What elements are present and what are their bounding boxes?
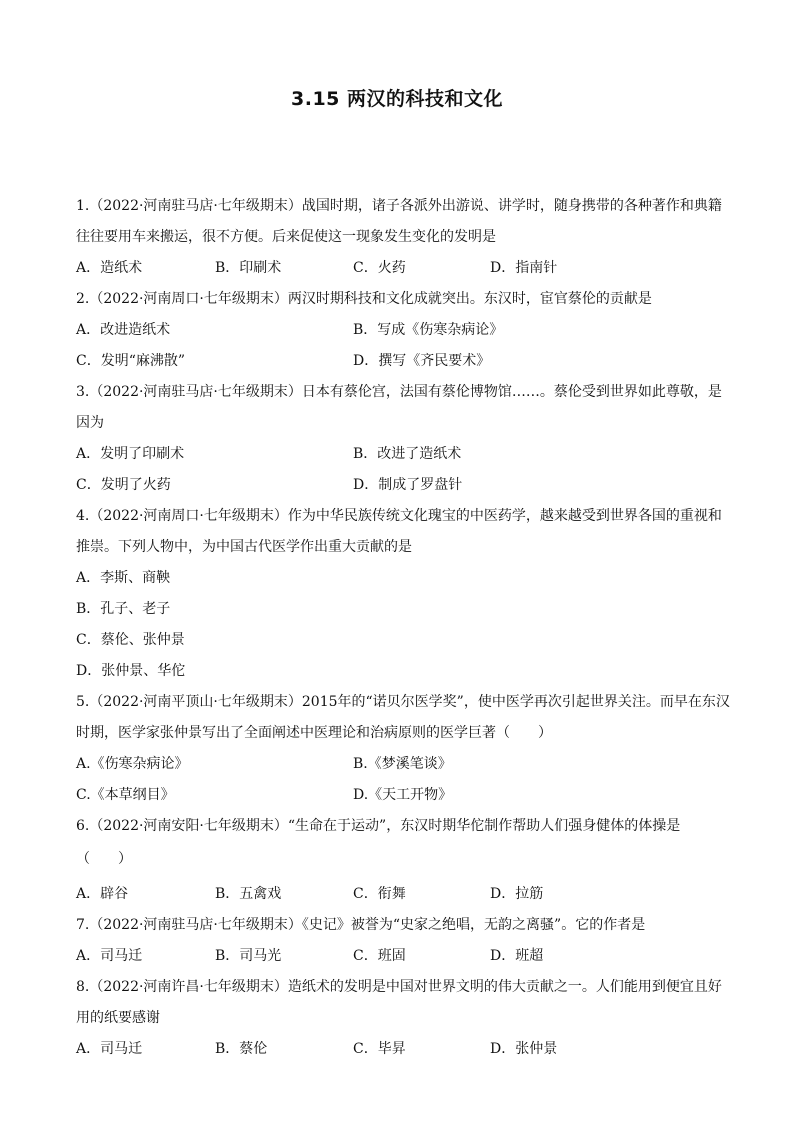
option-a: A．司马迁 bbox=[76, 948, 143, 964]
question-text: 因为 bbox=[76, 415, 104, 431]
question-text: 推崇。下列人物中，为中国古代医学作出重大贡献的是 bbox=[76, 539, 412, 555]
question-text: 4.（2022·河南周口·七年级期末）作为中华民族传统文化瑰宝的中医药学，越来越受到世界各国的重视和 bbox=[76, 508, 722, 524]
option-c: C．发明“麻沸散” bbox=[76, 353, 186, 369]
option-b: B．蔡伦 bbox=[215, 1041, 268, 1057]
option-b: B．印刷术 bbox=[215, 260, 282, 276]
option-a: A．发明了印刷术 bbox=[76, 446, 185, 462]
option-d: D．撰写《齐民要术》 bbox=[353, 353, 491, 369]
question-text: 7.（2022·河南驻马店·七年级期末）《史记》被誉为“史家之绝唱，无韵之离骚”。它的作者是 bbox=[76, 917, 646, 933]
option-b: B．五禽戏 bbox=[215, 886, 282, 902]
question-text: 时期，医学家张仲景写出了全面阐述中医理论和治病原则的医学巨著（ ） bbox=[76, 725, 552, 741]
option-a: A.《伤寒杂病论》 bbox=[76, 756, 189, 772]
option-d: D．指南针 bbox=[490, 260, 558, 276]
question-text: 往往要用车来搬运，很不方便。后来促使这一现象发生变化的发明是 bbox=[76, 229, 496, 245]
option-a: A．辟谷 bbox=[76, 886, 129, 902]
option-b: B.《梦溪笔谈》 bbox=[353, 756, 452, 772]
option-d: D．制成了罗盘针 bbox=[353, 477, 463, 493]
option-b: B．写成《伤寒杂病论》 bbox=[353, 322, 504, 338]
option-a: A．李斯、商鞅 bbox=[76, 570, 171, 586]
option-d: D．张仲景 bbox=[490, 1041, 558, 1057]
question-text: 2.（2022·河南周口·七年级期末）两汉时期科技和文化成就突出。东汉时，宦官蔡伦的贡献是 bbox=[76, 291, 652, 307]
question-text: （ ） bbox=[76, 851, 132, 867]
question-text: 1.（2022·河南驻马店·七年级期末）战国时期，诸子各派外出游说、讲学时，随身携带的各种著作和典籍 bbox=[76, 198, 722, 214]
option-c: C．火药 bbox=[353, 260, 406, 276]
option-b: B．改进了造纸术 bbox=[353, 446, 462, 462]
option-c: C．毕昇 bbox=[353, 1041, 406, 1057]
option-d: D．张仲景、华佗 bbox=[76, 663, 186, 679]
question-text: 用的纸要感谢 bbox=[76, 1010, 160, 1026]
option-c: C．衔舞 bbox=[353, 886, 406, 902]
question-text: 3.（2022·河南驻马店·七年级期末）日本有蔡伦宫，法国有蔡伦博物馆……。蔡伦受到世界如此尊敬，是 bbox=[76, 384, 722, 400]
option-c: C．蔡伦、张仲景 bbox=[76, 632, 185, 648]
option-d: D．拉筋 bbox=[490, 886, 544, 902]
page-title: 3.15 两汉的科技和文化 bbox=[291, 88, 503, 110]
option-c: C．发明了火药 bbox=[76, 477, 171, 493]
option-b: B．司马光 bbox=[215, 948, 282, 964]
option-a: A．司马迁 bbox=[76, 1041, 143, 1057]
question-text: 5.（2022·河南平顶山·七年级期末）2015年的“诺贝尔医学奖”，使中医学再次引起世界关注。而早在东汉 bbox=[76, 694, 730, 710]
option-a: A．造纸术 bbox=[76, 260, 143, 276]
option-d: D.《天工开物》 bbox=[353, 787, 453, 803]
question-text: 6.（2022·河南安阳·七年级期末）“生命在于运动”，东汉时期华佗制作帮助人们强身健体的体操是 bbox=[76, 818, 681, 834]
option-c: C．班固 bbox=[353, 948, 406, 964]
option-b: B．孔子、老子 bbox=[76, 601, 171, 617]
question-text: 8.（2022·河南许昌·七年级期末）造纸术的发明是中国对世界文明的伟大贡献之一。人们能用到便宜且好 bbox=[76, 979, 722, 995]
option-d: D．班超 bbox=[490, 948, 544, 964]
option-a: A．改进造纸术 bbox=[76, 322, 171, 338]
option-c: C.《本草纲目》 bbox=[76, 787, 175, 803]
